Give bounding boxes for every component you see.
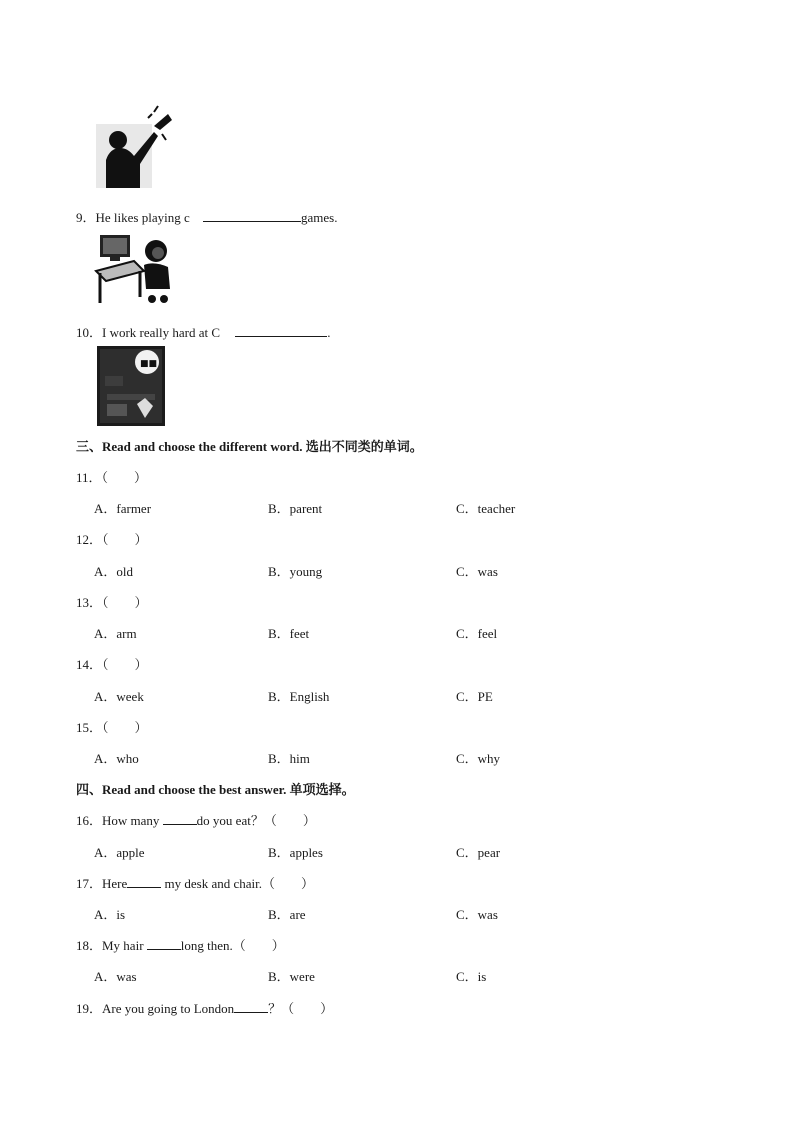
option-c[interactable]: C．was (456, 907, 498, 922)
question-9-text: 9．He likes playing c (76, 210, 190, 225)
poster-image (97, 346, 165, 426)
answer-blank[interactable] (163, 814, 197, 825)
question-9-suffix: games. (300, 210, 338, 225)
answer-blank[interactable] (203, 211, 301, 222)
option-c[interactable]: C．was (456, 564, 498, 579)
pointing-person-icon (92, 104, 180, 190)
option-b[interactable]: B．parent (268, 501, 323, 516)
question-15-stem: 15．（ ） (76, 720, 148, 735)
pointing-person-image (92, 104, 180, 190)
option-c[interactable]: C．teacher (456, 501, 516, 516)
option-c[interactable]: C．feel (456, 626, 498, 641)
option-c[interactable]: C．pear (456, 845, 501, 860)
question-10-text: 10．I work really hard at C (76, 325, 221, 340)
option-b[interactable]: B．English (268, 689, 330, 704)
option-b[interactable]: B．young (268, 564, 323, 579)
answer-blank[interactable] (147, 939, 181, 950)
question-12-stem: 12．（ ） (76, 532, 148, 547)
option-b[interactable]: B．are (268, 907, 306, 922)
svg-text:■■: ■■ (140, 359, 158, 369)
poster-icon (97, 346, 165, 426)
computer-games-image (94, 231, 176, 307)
option-a[interactable]: A．farmer (94, 501, 152, 516)
option-c[interactable]: C．PE (456, 689, 493, 704)
question-18-suffix: long then.（ ） (180, 938, 285, 953)
question-19 (76, 998, 333, 1017)
option-a[interactable]: A．apple (94, 845, 145, 860)
question-16-suffix: do you eat？（ ） (196, 813, 316, 828)
question-17-suffix: my desk and chair.（ ） (161, 876, 314, 891)
option-b[interactable]: B．were (268, 969, 315, 984)
answer-blank[interactable] (235, 326, 327, 337)
question-18 (76, 935, 285, 954)
question-11-stem: 11．（ ） (76, 470, 148, 485)
question-17 (76, 873, 314, 892)
option-b[interactable]: B．feet (268, 626, 310, 641)
question-13-stem: 13．（ ） (76, 595, 148, 610)
section-3-heading: 三、Read and choose the different word. 选出不同类的单词。 (76, 439, 423, 454)
question-17-text: 17．Here (76, 876, 128, 891)
option-a[interactable]: A．who (94, 751, 139, 766)
option-b[interactable]: B．him (268, 751, 310, 766)
question-10 (76, 322, 331, 341)
question-9 (76, 207, 337, 226)
option-a[interactable]: A．old (94, 564, 134, 579)
computer-icon (94, 231, 176, 307)
question-16-text: 16．How many (76, 813, 163, 828)
option-a[interactable]: A．arm (94, 626, 137, 641)
question-10-suffix: . (327, 325, 331, 340)
option-a[interactable]: A．week (94, 689, 144, 704)
option-a[interactable]: A．is (94, 907, 126, 922)
option-a[interactable]: A．was (94, 969, 137, 984)
question-18-text: 18．My hair (76, 938, 147, 953)
option-c[interactable]: C．is (456, 969, 487, 984)
question-16 (76, 810, 316, 829)
section-4-heading: 四、Read and choose the best answer. 单项选择。 (76, 782, 355, 797)
answer-blank[interactable] (127, 877, 161, 888)
option-c[interactable]: C．why (456, 751, 501, 766)
question-14-stem: 14．（ ） (76, 657, 148, 672)
question-19-text: 19．Are you going to London (76, 1001, 235, 1016)
question-19-suffix: ？（ ） (268, 1001, 334, 1016)
answer-blank[interactable] (234, 1002, 268, 1013)
option-b[interactable]: B．apples (268, 845, 323, 860)
